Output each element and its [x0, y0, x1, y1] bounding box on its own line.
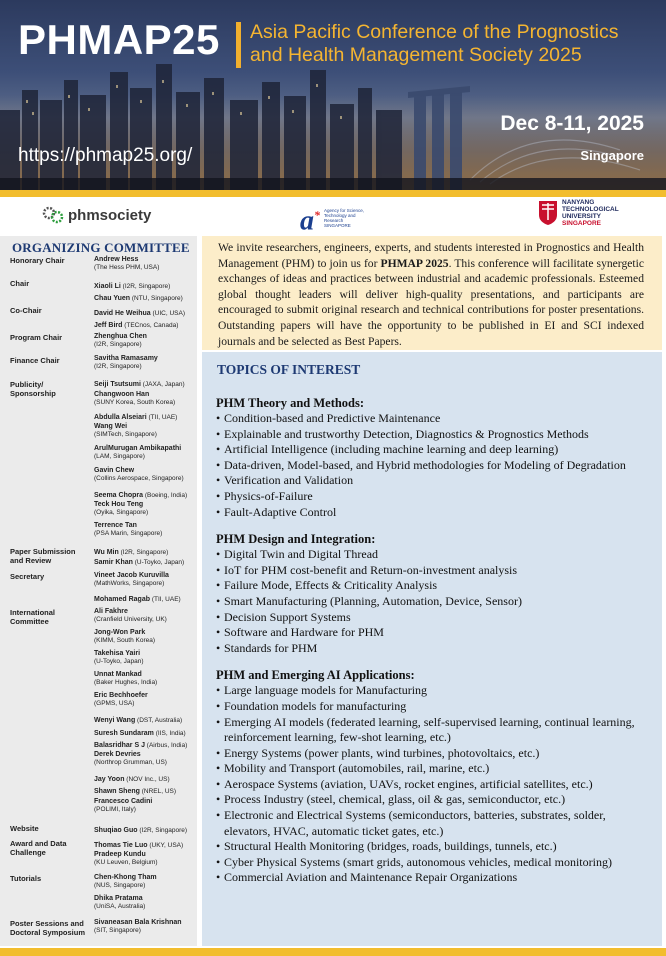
topics-title: TOPICS OF INTEREST	[217, 362, 361, 377]
role-secretary: Secretary	[10, 572, 45, 581]
organizing-committee-panel	[0, 236, 197, 946]
topic-item: • Verification and Validation	[216, 473, 652, 489]
member: Seema Chopra (Boeing, India)	[94, 492, 188, 499]
event-logo: PHMAP25	[18, 16, 220, 63]
astar-logo	[300, 201, 368, 235]
astar-name: Agency for Science, Technology and Research	[324, 208, 365, 224]
role-paper-submission: Paper Submission and Review	[10, 547, 76, 565]
member: Wu Min (I2R, Singapore)	[94, 549, 169, 556]
topic-item: • Cyber Physical Systems (smart grids, autonomous vehicles, medical monitoring)	[216, 855, 652, 871]
intro-text-2: . This conference will facilitate synergetic exchanges of ideas and practices between industrial and academic professionals. Esteemed global thought leaders will deliver high-quality presentations, and participants are encouraged to submit original research and technical contributions for poster presentations. Outstanding papers will have the opportunity to be published in EI and SCI indexed journals and be selected as Best Papers.	[218, 256, 644, 348]
topic-item: • Standards for PHM	[216, 641, 652, 657]
member: ArulMurugan Ambikapathi (LAM, Singapore)	[94, 445, 182, 460]
ntu-wordmark	[562, 199, 619, 227]
topic-section-heading: PHM Design and Integration:	[216, 532, 376, 547]
intro-bold: PHMAP 2025	[380, 256, 449, 270]
role-website: Website	[10, 824, 39, 833]
topic-section-heading: PHM Theory and Methods:	[216, 396, 365, 410]
member: Pradeep Kundu (KU Leuven, Belgium)	[94, 851, 158, 866]
topic-item: • Artificial Intelligence (including machine learning and deep learning)	[216, 442, 652, 458]
topic-item: • Commercial Aviation and Maintenance Repair Organizations	[216, 870, 652, 886]
intro-paragraph	[202, 236, 662, 350]
role-program-chair: Program Chair	[10, 333, 63, 342]
topic-item: • Physics-of-Failure	[216, 489, 652, 505]
ntu-line1: NANYANG	[562, 199, 595, 206]
topic-list	[216, 683, 652, 886]
member: Wenyi Wang (DST, Australia)	[94, 717, 183, 724]
topic-item: • Fault-Adaptive Control	[216, 505, 652, 521]
conference-title-line1: Asia Pacific Conference of the Prognostics	[250, 21, 619, 43]
topic-item: • Emerging AI models (federated learning, self-supervised learning, continual learning, reinforcement learning, few-shot learning, etc.)	[216, 715, 652, 746]
member: Ali Fakhre (Cranfield University, UK)	[94, 608, 167, 623]
header-gold-bar	[0, 190, 666, 197]
topic-item: • Structural Health Monitoring (bridges, roads, buildings, tunnels, etc.)	[216, 839, 652, 855]
topic-list	[216, 547, 652, 656]
topic-item: • IoT for PHM cost-benefit and Return-on-investment analysis	[216, 563, 652, 579]
role-finance-chair: Finance Chair	[10, 356, 60, 365]
member: Thomas Tie Luo (UKY, USA)	[94, 842, 184, 849]
member: Derek Devries (Northrop Grumman, US)	[94, 751, 167, 766]
member: Vineet Jacob Kuruvilla (MathWorks, Singapore)	[94, 572, 169, 587]
conference-url[interactable]: https://phmap25.org/	[18, 145, 193, 166]
member: Eric Bechhoefer (GPMS, USA)	[94, 692, 148, 707]
member: Chau Yuen (NTU, Singapore)	[94, 295, 183, 302]
role-international-committee: International Committee	[10, 608, 56, 626]
member: Jay Yoon (NOV Inc., US)	[94, 776, 170, 783]
member: Savitha Ramasamy (I2R, Singapore)	[94, 355, 158, 370]
ntu-line2: TECHNOLOGICAL	[562, 206, 619, 213]
topic-item: • Energy Systems (power plants, wind turbines, photovoltaics, etc.)	[216, 746, 652, 762]
phm-gear-icon	[42, 205, 64, 225]
member: Mohamed Ragab (TII, UAE)	[94, 596, 181, 603]
title-divider	[236, 22, 241, 68]
sponsor-logo-strip	[0, 197, 666, 235]
member: Sivaneasan Bala Krishnan (SIT, Singapore)	[94, 919, 182, 934]
member: David He Weihua (UIC, USA)	[94, 310, 185, 317]
topic-item: • Digital Twin and Digital Thread	[216, 547, 652, 563]
member: Jong-Won Park (KIMM, South Korea)	[94, 629, 156, 644]
ntu-logo	[538, 199, 619, 227]
topic-item: • Smart Manufacturing (Planning, Automation, Device, Sensor)	[216, 594, 652, 610]
role-honorary-chair: Honorary Chair	[10, 256, 65, 265]
topic-section	[216, 668, 652, 886]
member: Seiji Tsutsumi (JAXA, Japan)	[94, 381, 185, 388]
member: Unnat Mankad (Baker Hughes, India)	[94, 671, 158, 686]
astar-sub: SINGAPORE	[324, 223, 351, 229]
conference-dates: Dec 8-11, 2025	[500, 112, 644, 135]
member: Abdulla Alseiari (TII, UAE)	[94, 414, 178, 421]
role-chair: Chair	[10, 279, 30, 288]
member: Samir Khan (U-Toyko, Japan)	[94, 559, 185, 566]
topic-item: • Decision Support Systems	[216, 610, 652, 626]
conference-title	[250, 21, 660, 67]
topic-item: • Software and Hardware for PHM	[216, 625, 652, 641]
member: Xiaoli Li (I2R, Singapore)	[94, 283, 171, 290]
topic-section	[216, 532, 652, 656]
conference-title-line2: and Health Management Society 2025	[250, 44, 582, 66]
topic-item: • Electronic and Electrical Systems (semiconductors, batteries, substrates, solder, elevators, HVAC, automatic ticket gates, etc.)	[216, 808, 652, 839]
header-banner	[0, 0, 666, 190]
member: Gavin Chew (Collins Aerospace, Singapore)	[94, 467, 184, 482]
ntu-crest-icon	[538, 200, 558, 226]
topic-item: • Foundation models for manufacturing	[216, 699, 652, 715]
member: Jeff Bird (TECnos, Canada)	[94, 322, 179, 329]
role-publicity-sponsorship: Publicity/ Sponsorship	[10, 380, 56, 398]
member: Shawn Sheng (NREL, US)	[94, 788, 177, 795]
member: Dhika Pratama (UniSA, Australia)	[94, 895, 146, 910]
ntu-line4: SINGAPORE	[562, 220, 602, 227]
intro-text-1: We invite researchers, engineers, experts, and students interested in Prognostics and Health Management (PHM) to join us for	[218, 241, 644, 270]
phm-society-logo	[42, 205, 151, 225]
topic-item: • Large language models for Manufacturing	[216, 683, 652, 699]
member: Teck Hou Teng (Oyika, Singapore)	[94, 501, 149, 516]
footer-gold-bar	[0, 948, 666, 956]
member: Takehisa Yairi (U-Toyko, Japan)	[94, 650, 144, 665]
member: Suresh Sundaram (IIS, India)	[94, 730, 186, 737]
member: Balasridhar S J (Airbus, India)	[94, 742, 188, 749]
topics-panel	[202, 352, 662, 946]
topic-section-heading: PHM and Emerging AI Applications:	[216, 668, 415, 683]
member: Andrew Hess (The Hess PHM, USA)	[94, 256, 160, 271]
topic-item: • Explainable and trustworthy Detection, Diagnostics & Prognostics Methods	[216, 427, 652, 443]
committee-title: ORGANIZING COMMITTEE	[12, 240, 190, 255]
member: Wang Wei (SIMTech, Singapore)	[94, 423, 157, 438]
topic-item: • Mobility and Transport (automobiles, rail, marine, etc.)	[216, 761, 652, 777]
astar-text	[324, 208, 368, 228]
member: Francesco Cadini (POLIMI, Italy)	[94, 798, 153, 813]
member: Terrence Tan (PSA Marin, Singapore)	[94, 522, 163, 537]
role-poster-sessions: Poster Sessions and Doctoral Symposium	[10, 919, 86, 937]
topic-list	[216, 411, 652, 520]
conference-location: Singapore	[580, 148, 644, 163]
astar-mark-icon: a*	[300, 205, 320, 237]
member: Changwoon Han (SUNY Korea, South Korea)	[94, 391, 176, 406]
topic-item: • Failure Mode, Effects & Criticality Analysis	[216, 578, 652, 594]
role-tutorials: Tutorials	[10, 874, 42, 883]
topic-item: • Condition-based and Predictive Maintenance	[216, 411, 652, 427]
topic-item: • Aerospace Systems (aviation, UAVs, rocket engines, artificial satellites, etc.)	[216, 777, 652, 793]
topic-item: • Process Industry (steel, chemical, glass, oil & gas, semiconductor, etc.)	[216, 792, 652, 808]
member: Zhenghua Chen (I2R, Singapore)	[94, 333, 147, 348]
role-co-chair: Co-Chair	[10, 306, 42, 315]
member: Shuqiao Guo (I2R, Singapore)	[94, 827, 188, 834]
ntu-line3: UNIVERSITY	[562, 213, 602, 220]
topic-section	[216, 396, 652, 520]
member: Chen-Khong Tham (NUS, Singapore)	[94, 874, 157, 889]
topic-item: • Data-driven, Model-based, and Hybrid methodologies for Modeling of Degradation	[216, 458, 652, 474]
phm-society-wordmark: phmsociety	[68, 206, 152, 224]
role-award-data-challenge: Award and Data Challenge	[10, 839, 67, 857]
